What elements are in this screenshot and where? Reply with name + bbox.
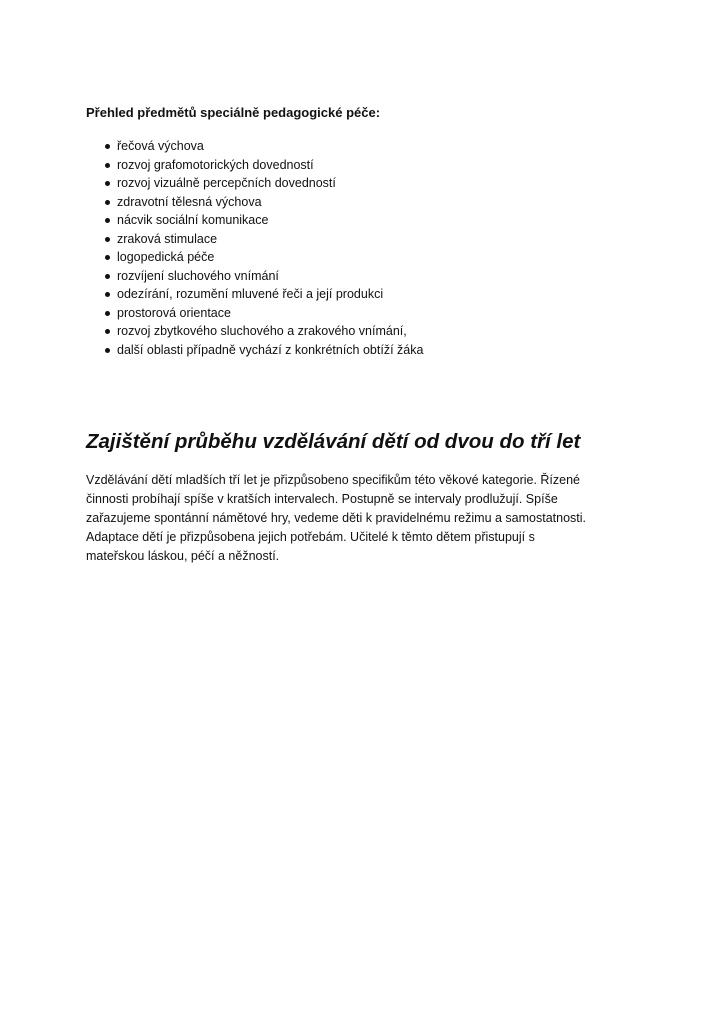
body-paragraph [86,471,646,566]
list-item-text: rozvoj vizuálně percepčních dovedností [117,176,336,190]
list-item [86,248,646,267]
bullet-icon [105,348,110,353]
paragraph-line: činnosti probíhají spíše v kratších intervalech. Postupně se intervaly prodlužují. Spíše [86,492,558,506]
list-item [86,156,646,175]
bullet-icon [105,144,110,149]
list-item [86,211,646,230]
list-item-text: zdravotní tělesná výchova [117,194,262,209]
subjects-list [86,137,646,359]
list-item-text: řečová výchova [117,139,204,153]
bullet-icon [105,329,110,334]
list-item [86,230,646,249]
paragraph-line: Adaptace dětí je přizpůsobena jejich potřebám. Učitelé k těmto dětem přistupují s [86,530,535,544]
list-item-text: rozvoj zbytkového sluchového a zrakového vnímání, [117,324,407,338]
list-item-text: rozvíjení sluchového vnímání [117,268,279,283]
list-item-text: rozvoj grafomotorických dovedností [117,157,314,172]
bullet-icon [105,181,110,186]
paragraph-line: zařazujeme spontánní námětové hry, vedeme děti k pravidelnému režimu a samostatnosti. [86,511,587,525]
list-item-text: další oblasti případně vychází z konkrétních obtíží žáka [117,342,424,357]
bullet-icon [105,292,110,297]
list-item-text: logopedická péče [117,250,215,264]
list-item [86,267,646,286]
bullet-icon [105,200,110,205]
list-item [86,193,646,212]
list-item [86,304,646,323]
list-item-text: odezírání, rozumění mluvené řeči a její produkci [117,287,384,301]
list-item [86,322,646,341]
list-item-text: prostorová orientace [117,305,231,320]
bullet-icon [105,163,110,168]
list-item-text: nácvik sociální komunikace [117,213,269,227]
list-item [86,285,646,304]
list-item [86,341,646,360]
list-item-text: zraková stimulace [117,231,218,246]
bullet-icon [105,311,110,316]
list-item [86,137,646,156]
list-item [86,174,646,193]
paragraph-line: mateřskou láskou, péčí a něžností. [86,549,280,563]
bullet-icon [105,274,110,279]
section-heading: Zajištění průběhu vzdělávání dětí od dvou do tří let [86,430,581,453]
section-title: Přehled předmětů speciálně pedagogické péče: [86,105,381,120]
paragraph-line: Vzdělávání dětí mladších tří let je přizpůsobeno specifikům této věkové kategorie. Řízené [86,473,581,487]
bullet-icon [105,255,110,260]
bullet-icon [105,237,110,242]
bullet-icon [105,218,110,223]
